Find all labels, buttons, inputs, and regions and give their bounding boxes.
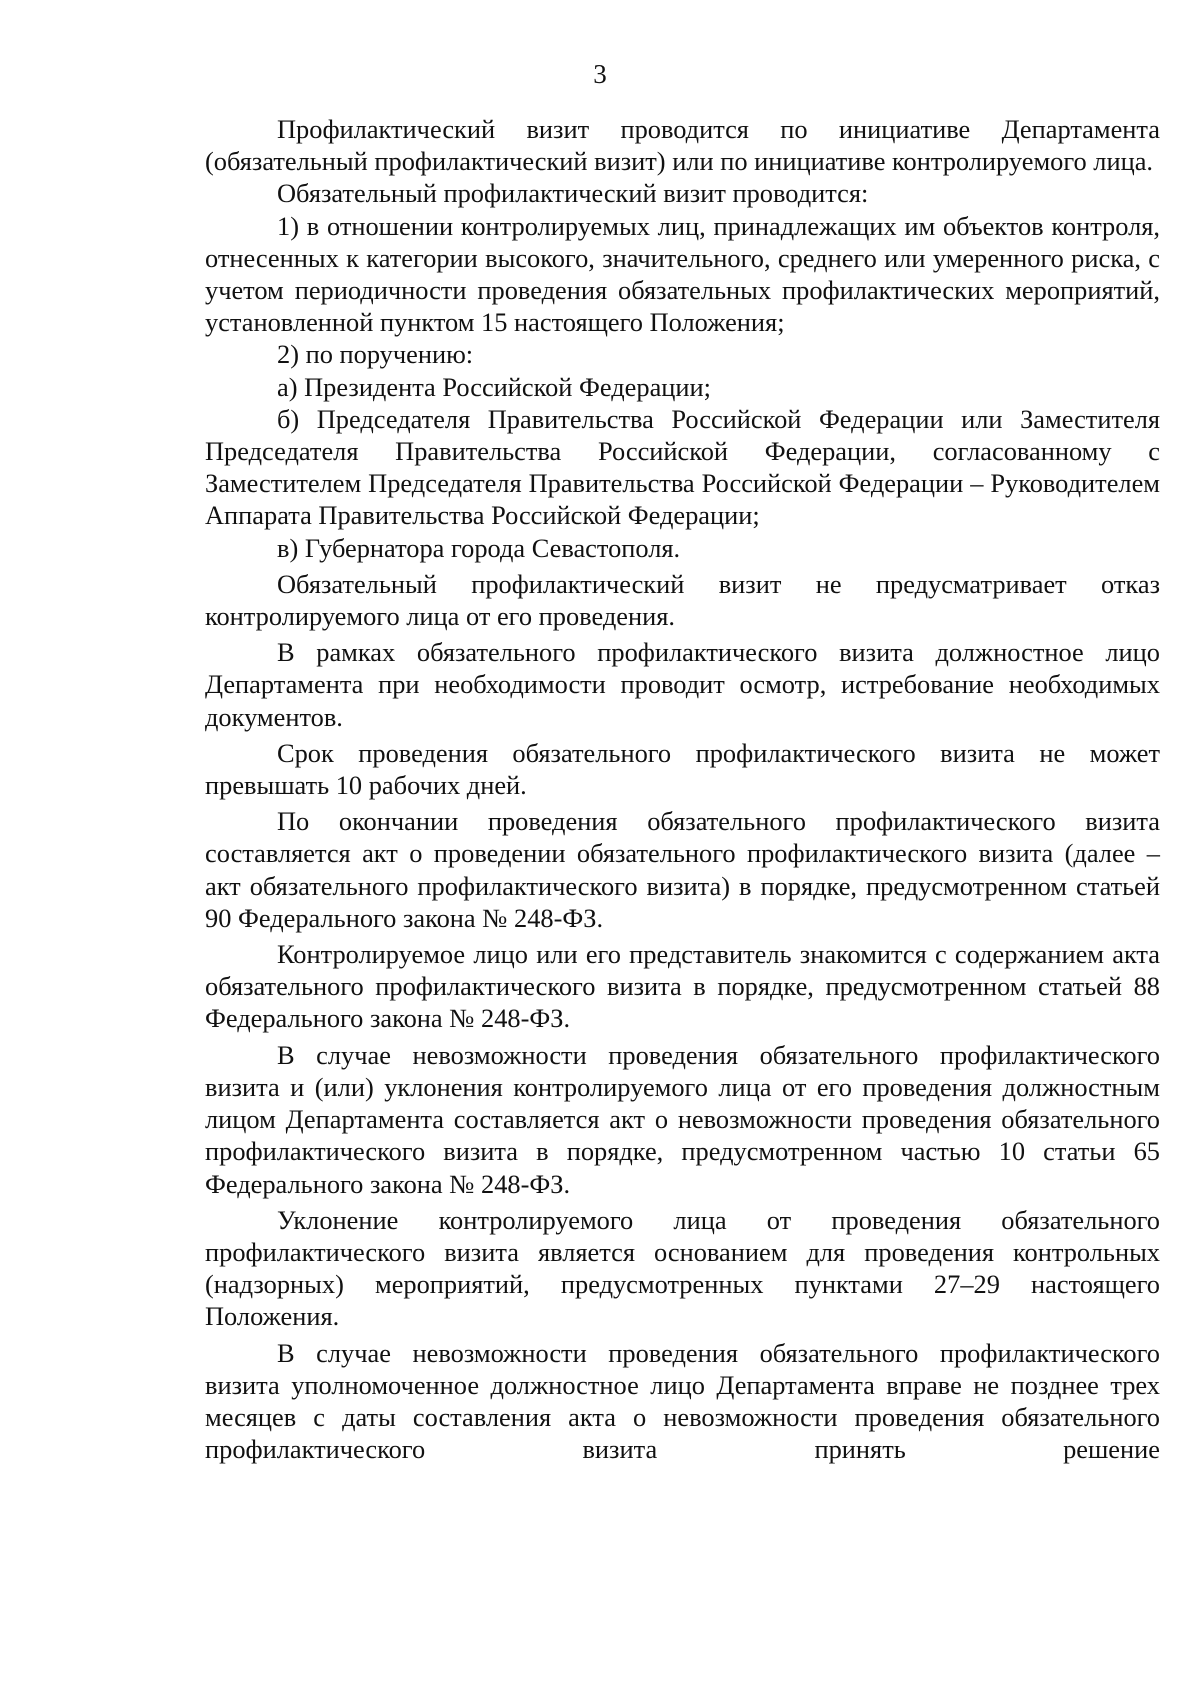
sublist-item-governor: в) Губернатора города Севастополя. [277,532,681,563]
list-item-risk-category: 1) в отношении контролируемых лиц, принадлежащих им объектов контроля, отнесенных к категории высокого, значительного, среднего или умеренного риска, с учетом периодичности проведения обязательных профилактических мероприятий, установленной пунктом 15 настоящего Положения; [205,210,1160,338]
paragraph-act-familiarization: Контролируемое лицо или его представитель знакомится с содержанием акта обязательного профилактического визита в порядке, предусмотренном статьей 88 Федерального закона № 248-ФЗ. [205,939,1160,1034]
paragraph-visit-duration: Срок проведения обязательного профилактического визита не может превышать 10 рабочих дней. [205,737,1160,801]
paragraph-mandatory-visit-intro: Обязательный профилактический визит проводится: [277,178,869,209]
paragraph-visit-act: По окончании проведения обязательного профилактического визита составляется акт о проведении обязательного профилактического визита (далее – акт обязательного профилактического визита) в порядке, предусмотренном статьей 90 Федерального закона № 248-ФЗ. [205,806,1160,933]
paragraph-repeat-decision: В случае невозможности проведения обязательного профилактического визита уполномоченное должностное лицо Департамента вправе не позднее трех месяцев с даты составления акта о невозможности проведения обязательного профилактического визита принять решение [205,1337,1160,1465]
page-number: 3 [593,59,607,89]
paragraph-evasion-consequence: Уклонение контролируемого лица от проведения обязательного профилактического визита является основанием для проведения контрольных (надзорных) мероприятий, предусмотренных пунктами 27–29 настоящего Положения. [205,1204,1160,1332]
paragraph-inspection-scope: В рамках обязательного профилактического визита должностное лицо Департамента при необходимости проводит осмотр, истребование необходимых документов. [205,637,1160,732]
paragraph-no-refusal: Обязательный профилактический визит не предусматривает отказ контролируемого лица от его проведения. [205,568,1160,632]
sublist-item-government-chair: б) Председателя Правительства Российской Федерации или Заместителя Председателя Правительства Российской Федерации, согласованному с Заместителем Председателя Правительства Российской Федерации – Руководителем Аппарата Правительства Российской Федерации; [205,403,1160,531]
paragraph-impossibility-act: В случае невозможности проведения обязательного профилактического визита и (или) уклонения контролируемого лица от его проведения должностным лицом Департамента составляется акт о невозможности проведения обязательного профилактического визита в порядке, предусмотренном частью 10 статьи 65 Федерального закона № 248-ФЗ. [205,1039,1160,1199]
sublist-item-president: а) Президента Российской Федерации; [277,371,711,402]
document-body [205,113,1160,1465]
list-item-by-order: 2) по поручению: [277,339,474,370]
paragraph-visit-initiative: Профилактический визит проводится по инициативе Департамента (обязательный профилактический визит) или по инициативе контролируемого лица. [205,114,1160,177]
